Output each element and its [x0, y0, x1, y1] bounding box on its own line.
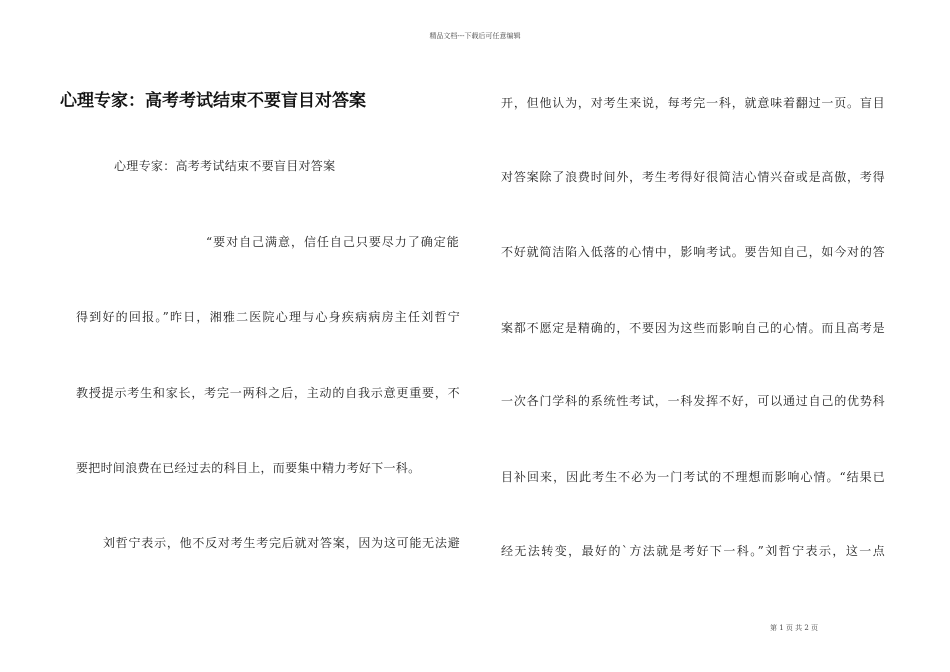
- paragraph-line: 刘哲宁表示，他不反对考生考完后就对答案，因为这可能无法避: [103, 536, 460, 550]
- paragraph-line: 对答案除了浪费时间外，考生考得好很简洁心情兴奋或是高傲，考得: [501, 170, 885, 184]
- paragraph-line: 一次各门学科的系统性考试，一科发挥不好，可以通过自己的优势科: [501, 394, 885, 408]
- paragraph-line: 案都不愿定是精确的，不要因为这些而影响自己的心情。而且高考是: [501, 321, 885, 335]
- document-title: 心理专家：高考考试结束不要盲目对答案: [60, 91, 366, 111]
- page-number: 第 1 页 共 2 页: [770, 624, 819, 632]
- paragraph-line: 不好就简洁陷入低落的心情中，影响考试。要告知自己，如今对的答: [501, 245, 885, 259]
- paragraph-line: 得到好的回报。”昨日，湘雅二医院心理与心身疾病病房主任刘哲宁: [76, 310, 460, 324]
- paragraph-line: 目补回来，因此考生不必为一门考试的不理想而影响心情。“结果已: [501, 470, 885, 484]
- paragraph-line: 要把时间浪费在已经过去的科目上，而要集中精力考好下一科。: [76, 461, 421, 475]
- paragraph-line: 心理专家：高考考试结束不要盲目对答案: [114, 159, 336, 173]
- page-header: 精品文档---下载后可任意编辑: [429, 32, 521, 40]
- paragraph-line: “要对自己满意，信任自己只要尽力了确定能: [206, 235, 459, 249]
- paragraph-line: 经无法转变，最好的`方法就是考好下一科。”刘哲宁表示，这一点: [501, 544, 885, 558]
- paragraph-line: 教授提示考生和家长，考完一两科之后，主动的自我示意更重要，不: [76, 386, 460, 400]
- paragraph-line: 开，但他认为，对考生来说，每考完一科，就意味着翻过一页。盲目: [501, 96, 885, 110]
